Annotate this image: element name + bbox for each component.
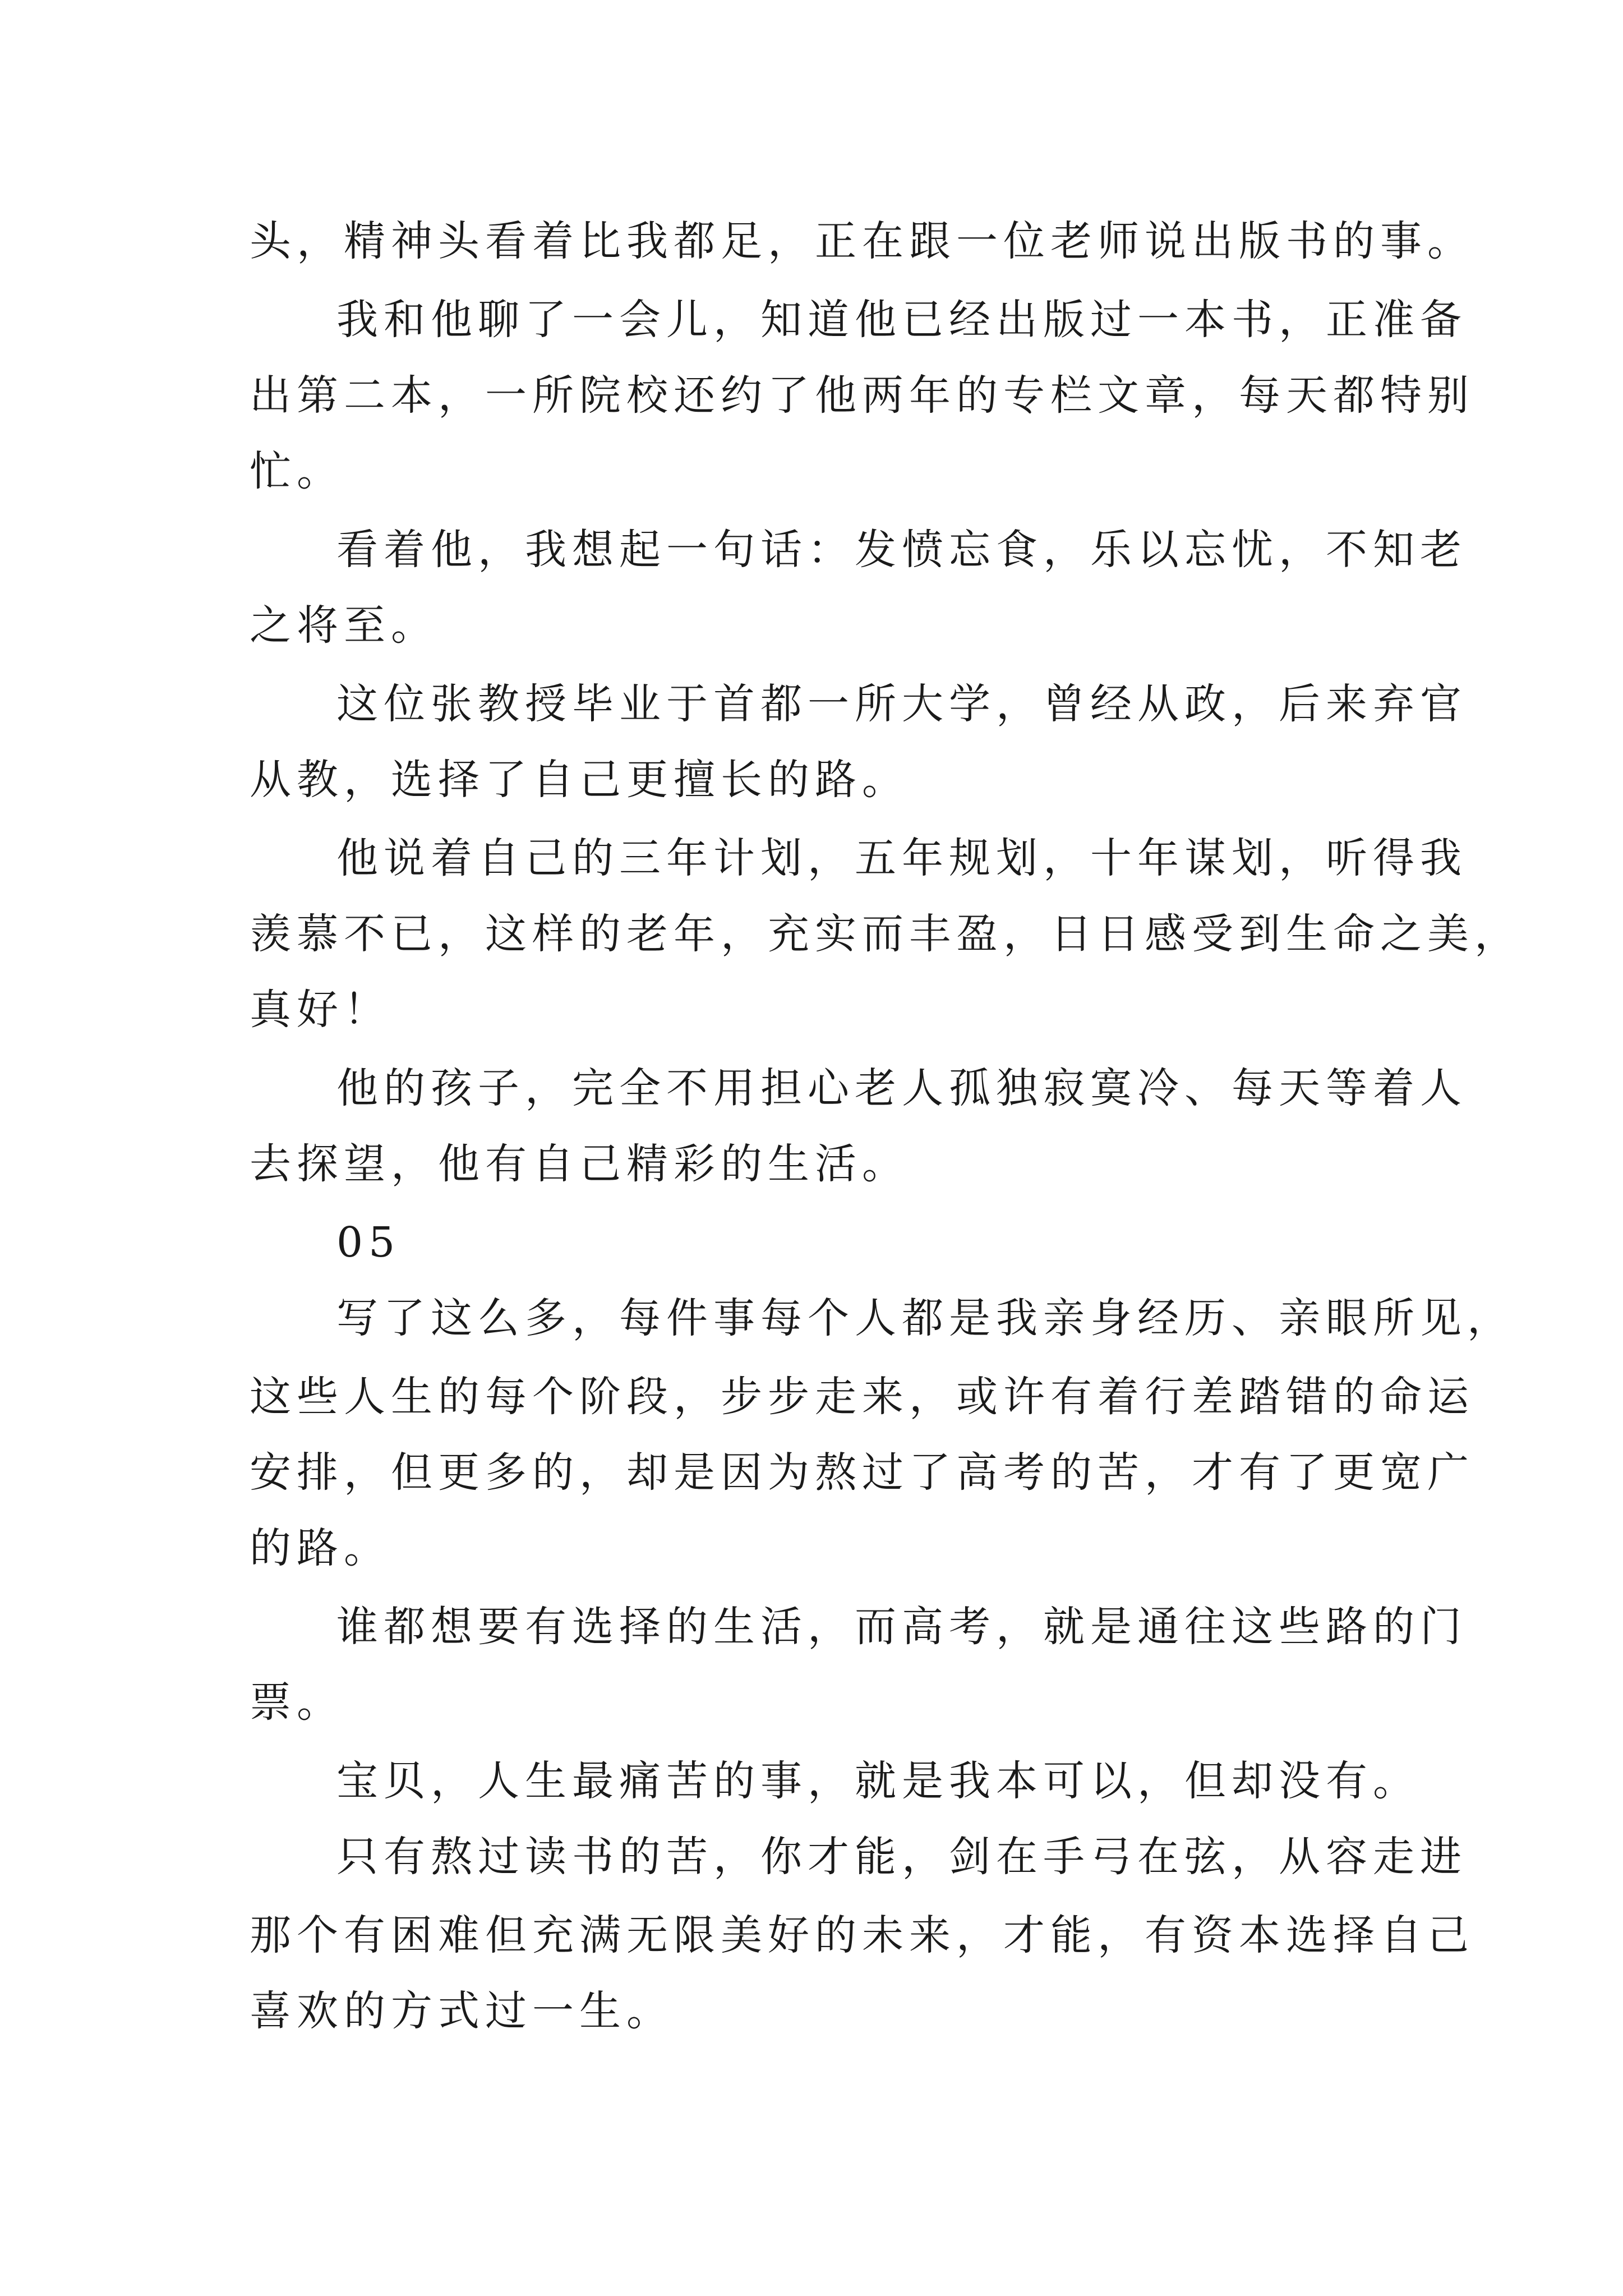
text-line: 那个有困难但充满无限美好的未来，才能，有资本选择自己 [250,1911,1474,1959]
text-line: 这些人生的每个阶段，步步走来，或许有着行差踏错的命运 [250,1373,1474,1421]
text-line: 去探望，他有自己精彩的生活。 [250,1140,909,1188]
text-line: 出第二本，一所院校还约了他两年的专栏文章，每天都特别 [250,371,1474,420]
text-line: 羡慕不已，这样的老年，充实而丰盈，日日感受到生命之美， [250,910,1521,958]
text-line: 从教，选择了自己更擅长的路。 [250,756,909,804]
text-line: 他说着自己的三年计划，五年规划，十年谋划，听得我 [336,834,1467,882]
text-line: 只有熬过读书的苦，你才能，剑在手弓在弦，从容走进 [336,1833,1467,1881]
section-number: 05 [336,1218,401,1267]
text-line: 真好！ [250,986,391,1034]
text-line: 忙。 [250,447,344,495]
text-line: 写了这么多，每件事每个人都是我亲身经历、亲眼所见， [336,1294,1514,1342]
text-line: 宝贝，人生最痛苦的事，就是我本可以，但却没有。 [336,1757,1420,1805]
text-line: 之将至。 [250,601,438,650]
text-line: 的路。 [250,1524,391,1572]
text-line: 头，精神头看着比我都足，正在跟一位老师说出版书的事。 [250,217,1474,265]
text-line: 我和他聊了一会儿，知道他已经出版过一本书，正准备 [336,296,1467,344]
text-line: 谁都想要有选择的生活，而高考，就是通往这些路的门 [336,1603,1467,1651]
text-line: 喜欢的方式过一生。 [250,1987,674,2035]
text-line: 看着他，我想起一句话：发愤忘食，乐以忘忧，不知老 [336,526,1467,574]
text-line: 他的孩子，完全不用担心老人孤独寂寞冷、每天等着人 [336,1064,1467,1112]
text-line: 安排，但更多的，却是因为熬过了高考的苦，才有了更宽广 [250,1448,1474,1497]
text-line: 这位张教授毕业于首都一所大学，曾经从政，后来弃官 [336,680,1467,728]
text-line: 票。 [250,1678,344,1727]
